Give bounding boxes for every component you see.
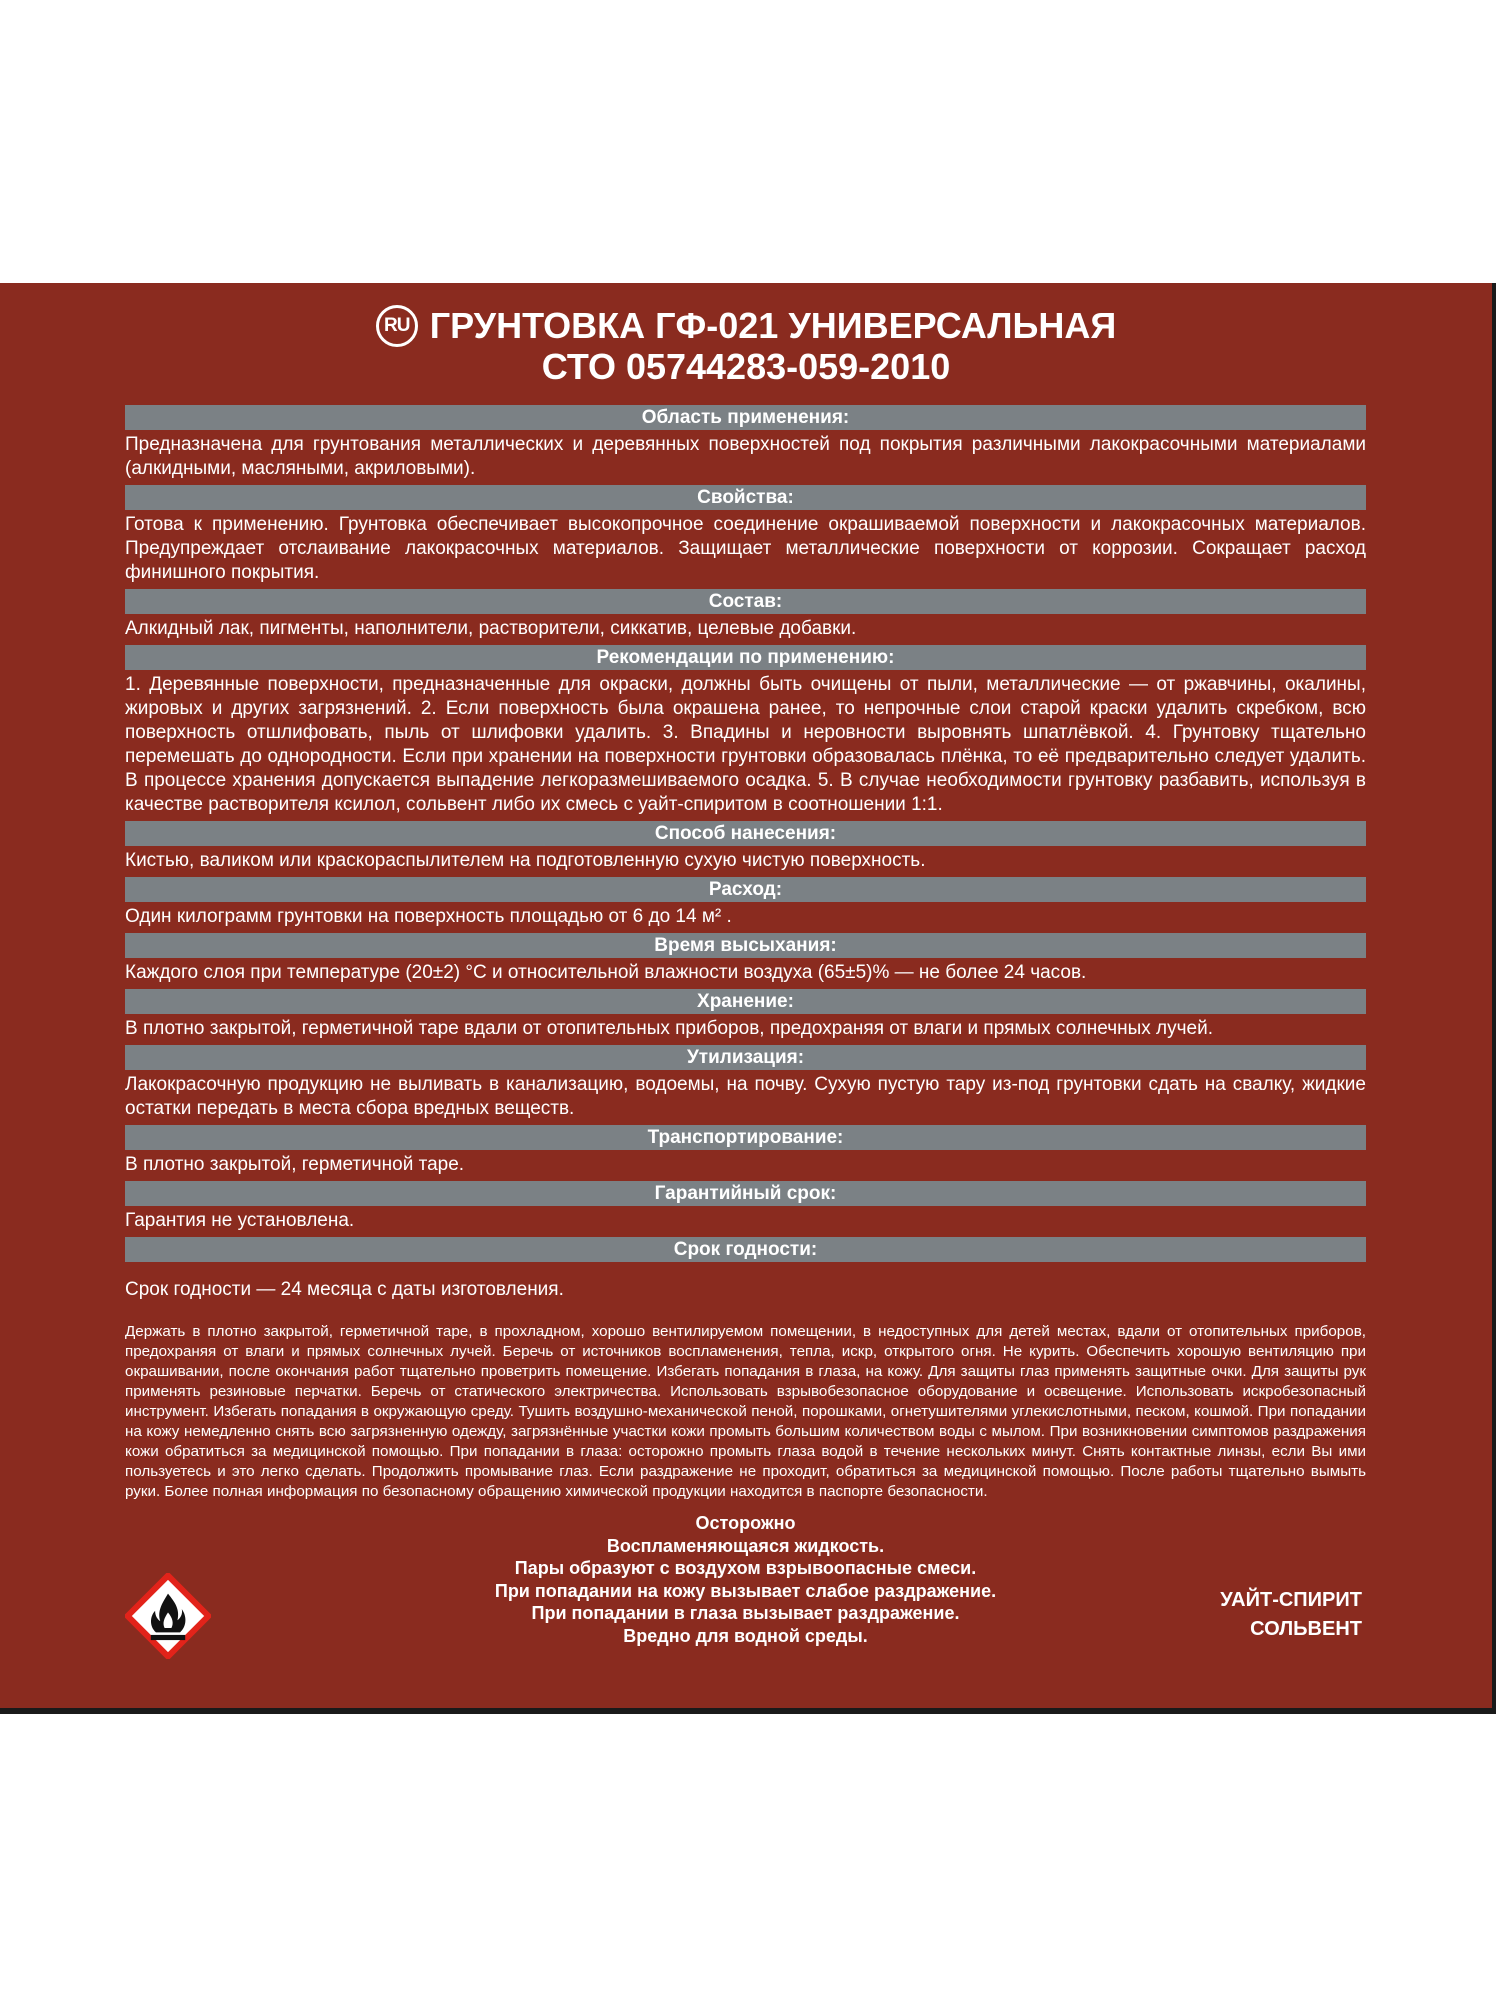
warning-line: Пары образуют с воздухом взрывоопасные смеси.: [514, 1558, 977, 1578]
section-text-composition: Алкидный лак, пигменты, наполнители, растворители, сиккатив, целевые добавки.: [125, 618, 857, 639]
warning-line: При попадании в глаза вызывает раздражение.: [531, 1603, 960, 1623]
section-text-recommendations: 1. Деревянные поверхности, предназначенные для окраски, должны быть очищены от пыли, металлические — от ржавчины, окалины, жировых и других загрязнений. 2. Если поверхность была окрашена ранее, то непрочные слои старой краски удалить скребком, всю поверхность отшлифовать, пыль от шлифовки удалить. 3. Впадины и неровности выровнять шпатлёвкой. 4. Грунтовку тщательно перемешать до однородности. Если при хранении на поверхности грунтовки образовалась плёнка, то её предварительно следует удалить. В процессе хранения допускается выпадение легкоразмешиваемого осадка. 5. В случае необходимости грунтовку разбавить, используя в качестве растворителя ксилол, сольвент либо их смесь с уайт-спиритом в соотношении 1:1.: [125, 674, 1366, 815]
product-title: ГРУНТОВКА ГФ-021 УНИВЕРСАЛЬНАЯ: [429, 305, 1117, 346]
product-label: [0, 283, 1496, 1714]
section-heading-shelf-life: Срок годности:: [125, 1237, 1366, 1262]
product-standard: СТО 05744283-059-2010: [541, 346, 951, 387]
safety-instructions: Держать в плотно закрытой, герметичной таре, в прохладном, хорошо вентилируемом помещении, в недоступных для детей местах, вдали от отопительных приборов, предохраняя от влаги и прямых солнечных лучей. Беречь от источников воспламенения, тепла, искр, открытого огня. Не курить. Обеспечить хорошую вентиляцию при окрашивании, после окончания работ тщательно проветрить помещение. Избегать попадания в глаза, на кожу. Для защиты глаз применять защитные очки. Для защиты рук применять резиновые перчатки. Беречь от статического электричества. Использовать взрывобезопасное оборудование и освещение. Использовать искробезопасный инструмент. Избегать попадания в окружающую среду. Тушить воздушно-механической пеной, порошками, огнетушителями углекислотными, песком, кошмой. При попадании на кожу немедленно снять всю загрязненную одежду, загрязнённые участки кожи промыть большим количеством воды с мылом. При возникновении симптомов раздражения кожи обратиться за медицинской помощью. При попадании в глаза: осторожно промыть глаза водой в течение нескольких минут. Снять контактные линзы, если Вы ими пользуетесь и это легко сделать. Продолжить промывание глаз. Если раздражение не проходит, обратиться за медицинской помощью. После работы тщательно вымыть руки. Более полная информация по безопасному обращению химической продукции находится в паспорте безопасности.: [125, 1323, 1366, 1500]
section-text-warranty: Гарантия не установлена.: [125, 1210, 355, 1231]
section-heading-recommendations: Рекомендации по применению:: [125, 645, 1366, 670]
label-content: [125, 405, 1366, 1647]
section-text-transport: В плотно закрытой, герметичной таре.: [125, 1154, 465, 1175]
solvent-white-spirit: УАЙТ-СПИРИТ: [1220, 1589, 1362, 1611]
title-row: [0, 305, 1492, 347]
section-heading-method: Способ нанесения:: [125, 821, 1366, 846]
section-heading-application: Область применения:: [125, 405, 1366, 430]
section-heading-warranty: Гарантийный срок:: [125, 1181, 1366, 1206]
section-heading-storage: Хранение:: [125, 989, 1366, 1014]
section-text-drying: Каждого слоя при температуре (20±2) °С и относительной влажности воздуха (65±5)% — не более 24 часов.: [125, 962, 1087, 983]
section-text-storage: В плотно закрытой, герметичной таре вдали от отопительных приборов, предохраняя от влаги и прямых солнечных лучей.: [125, 1018, 1214, 1039]
warning-line: При попадании на кожу вызывает слабое раздражение.: [494, 1580, 997, 1601]
section-heading-composition: Состав:: [125, 589, 1366, 614]
label-header: [0, 305, 1492, 387]
section-text-consumption: Один килограмм грунтовки на поверхность площадью от 6 до 14 м² .: [125, 906, 732, 927]
section-heading-drying: Время высыхания:: [125, 933, 1366, 958]
section-text-shelf-life: Срок годности — 24 месяца с даты изготовления.: [125, 1279, 564, 1300]
section-text-disposal: Лакокрасочную продукцию не выливать в канализацию, водоемы, на почву. Сухую пустую тару из-под грунтовки сдать на свалку, жидкие остатки передать в места сбора вредных веществ.: [125, 1074, 1366, 1119]
flame-hazard-icon: [125, 1573, 211, 1659]
warning-line: Воспламеняющаяся жидкость.: [606, 1535, 885, 1556]
section-heading-transport: Транспортирование:: [125, 1125, 1366, 1150]
section-heading-consumption: Расход:: [125, 877, 1366, 902]
section-text-properties: Готова к применению. Грунтовка обеспечивает высокопрочное соединение окрашиваемой поверхности и лакокрасочных материалов. Предупреждает отслаивание лакокрасочных материалов. Защищает металлические поверхности от коррозии. Сокращает расход финишного покрытия.: [125, 514, 1366, 583]
section-heading-properties: Свойства:: [125, 485, 1366, 510]
solvent-list: [1220, 1586, 1362, 1644]
solvent-solvent: СОЛЬВЕНТ: [1250, 1618, 1362, 1640]
hazard-warnings: [125, 1512, 1366, 1647]
warning-line: Вредно для водной среды.: [623, 1625, 868, 1646]
section-heading-disposal: Утилизация:: [125, 1045, 1366, 1070]
section-text-method: Кистью, валиком или краскораспылителем на подготовленную сухую чистую поверхность.: [125, 850, 926, 871]
ru-badge: RU: [376, 305, 418, 347]
section-text-application: Предназначена для грунтования металлических и деревянных поверхностей под покрытия различными лакокрасочными материалами (алкидными, масляными, акриловыми).: [125, 434, 1366, 479]
warning-signal-word: Осторожно: [695, 1513, 796, 1533]
